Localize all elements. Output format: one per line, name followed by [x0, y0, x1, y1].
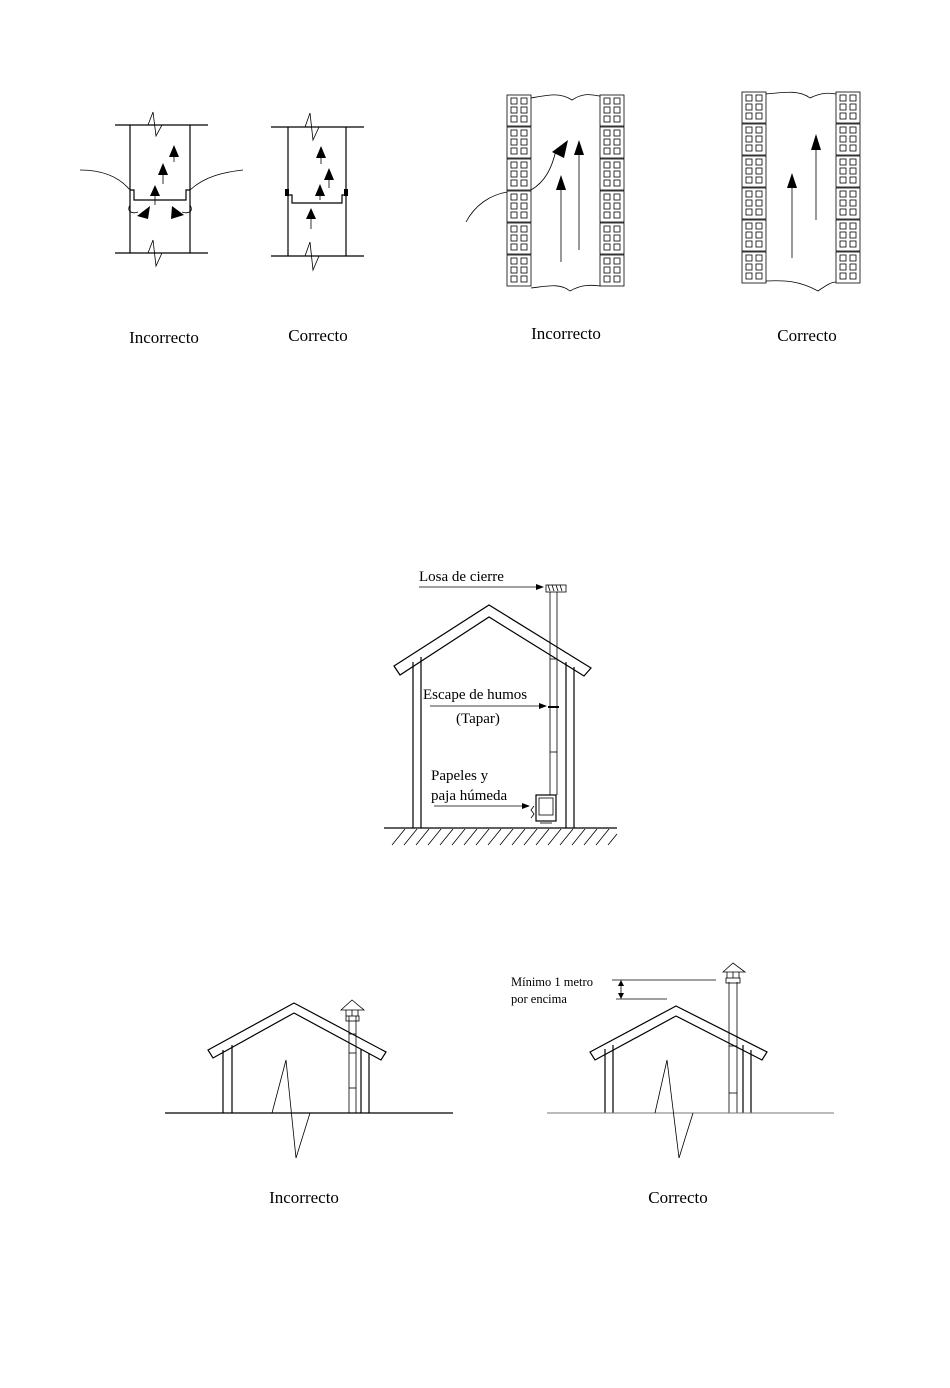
figure-house-smoke-test	[384, 584, 617, 845]
figure-chimney-section-incorrect	[80, 112, 243, 266]
label-por-encima: por encima	[511, 992, 567, 1006]
caption-incorrect-1: Incorrecto	[129, 328, 199, 347]
figure-brick-flue-incorrect	[466, 95, 624, 291]
caption-correct-1: Correcto	[288, 326, 348, 345]
label-escape-de-humos: Escape de humos	[423, 687, 528, 703]
label-paja-humeda: paja húmeda	[431, 788, 508, 804]
caption-correct-3: Correcto	[648, 1188, 708, 1207]
caption-incorrect-2: Incorrecto	[531, 324, 601, 343]
figure-chimney-section-correct	[271, 113, 364, 270]
figure-house-chimney-incorrect	[165, 1000, 453, 1158]
caption-correct-2: Correcto	[777, 326, 837, 345]
label-minimo-1-metro: Mínimo 1 metro	[511, 975, 593, 989]
label-papeles-y: Papeles y	[431, 768, 489, 784]
label-losa-de-cierre: Losa de cierre	[419, 569, 504, 585]
figure-house-chimney-correct	[547, 963, 834, 1158]
caption-incorrect-3: Incorrecto	[269, 1188, 339, 1207]
figure-brick-flue-correct	[742, 92, 860, 291]
label-tapar: (Tapar)	[456, 711, 500, 727]
